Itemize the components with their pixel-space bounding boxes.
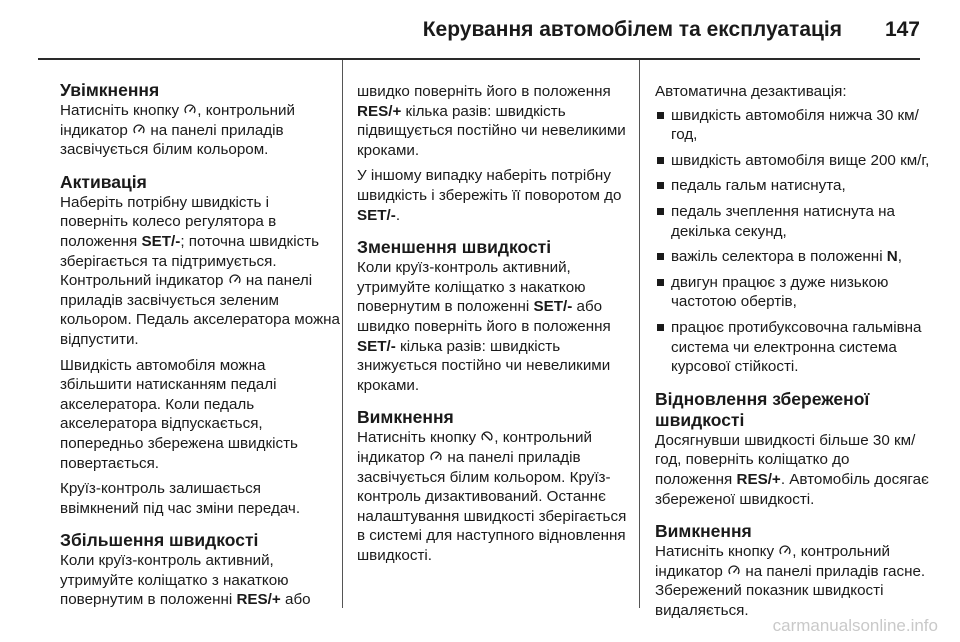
paragraph: Натисніть кнопку , контрольний індикатор на панелі приладів гасне. Збережений показник швидкості видаляється. xyxy=(655,543,926,619)
section-title: Вимкнення xyxy=(655,521,752,542)
page-number: 147 xyxy=(884,18,920,41)
paragraph: Швидкість автомобіля можна збільшити натисканням педалі акселератора. Коли педаль акселератора відпускається, попередньо збережена швидкість повертається. xyxy=(60,356,298,472)
column-2 xyxy=(357,60,637,608)
paragraph: швидко поверніть його в положення RES/+ кілька разів: швидкість підвищується постійно чи невеликими кроками. xyxy=(357,83,626,159)
paragraph: Коли круїз-контроль активний, утримуйте коліщатко з накаткою повернутим в положенні RES/+ або xyxy=(60,552,311,609)
page-header xyxy=(0,0,960,58)
bullet xyxy=(657,208,664,215)
continued-text xyxy=(357,82,637,225)
auto-deactivation xyxy=(655,82,930,377)
column-divider xyxy=(639,60,640,608)
paragraph: Коли круїз-контроль активний, утримуйте коліщатко з накаткою повернутим в положенні SET/- або швидко поверніть його в положення SET/- кілька разів: швидкість знижується постійно чи невеликими кроками. xyxy=(357,259,611,394)
cruise-control-icon xyxy=(184,104,196,116)
section-increase-speed xyxy=(60,530,340,610)
deactivation-list xyxy=(655,106,930,377)
column-divider xyxy=(342,60,343,608)
bullet xyxy=(657,253,664,260)
section-title: Вимкнення xyxy=(357,407,454,428)
list-item: швидкість автомобіля вище 200 км/г, xyxy=(655,151,930,171)
cruise-control-icon xyxy=(229,274,241,286)
paragraph: У іншому випадку наберіть потрібну швидкість і збережіть її поворотом до SET/-. xyxy=(357,167,622,224)
section-title: Зменшення швидкості xyxy=(357,237,552,258)
bullet xyxy=(657,157,664,164)
paragraph: Автоматична дезактивація: xyxy=(655,83,847,100)
paragraph: Натисніть кнопку , контрольний індикатор на панелі приладів засвічується білим кольором. xyxy=(60,102,296,159)
cruise-control-icon xyxy=(133,124,145,136)
cruise-control-icon xyxy=(779,545,791,557)
section-resume-speed xyxy=(655,389,930,509)
list-item: важіль селектора в положенні N, xyxy=(655,247,930,267)
bullet xyxy=(657,182,664,189)
bullet xyxy=(657,279,664,286)
section-title: Збільшення швидкості xyxy=(60,530,259,551)
paragraph: Наберіть потрібну швидкість і поверніть колесо регулятора в положення SET/-; поточна швидкість зберігається та підтримується. Контрольний індикатор на панелі приладів засвічується зеленим кольором. Педаль акселератора можна відпустити. xyxy=(60,193,340,348)
section-title: Активація xyxy=(60,171,147,192)
column-3 xyxy=(655,60,930,619)
column-1 xyxy=(60,60,340,608)
cruise-cancel-icon xyxy=(481,431,493,443)
paragraph: Натисніть кнопку , контрольний індикатор на панелі приладів засвічується білим кольором. Круїз-контроль дизактивований. Останнє налаштування швидкості зберігається в системі для наступного відновлення швидкості. xyxy=(357,429,627,564)
watermark-text: carmanualsonline.info xyxy=(772,616,938,635)
page-header-title: Керування автомобілем та експлуатація xyxy=(422,18,842,41)
paragraph: Круїз-контроль залишається ввімкнений під час зміни передач. xyxy=(60,480,301,517)
bullet xyxy=(657,324,664,331)
list-item: швидкість автомобіля нижча 30 км/год, xyxy=(655,106,930,145)
section-title: Відновлення збереженої швидкості xyxy=(655,388,870,430)
list-item: працює протибуксовочна гальмівна система чи електронна система курсової стійкості. xyxy=(655,318,930,377)
section-title: Увімкнення xyxy=(60,80,160,100)
section-switch-off xyxy=(357,407,637,565)
paragraph: Досягнувши швидкості більше 30 км/год, поверніть коліщатко до положення RES/+. Автомобіль досягає збереженої швидкості. xyxy=(655,431,929,508)
list-item: педаль гальм натиснута, xyxy=(655,176,930,196)
list-item: двигун працює з дуже низькою частотою обертів, xyxy=(655,273,930,312)
bullet xyxy=(657,112,664,119)
cruise-control-icon xyxy=(430,451,442,463)
section-decrease-speed xyxy=(357,237,637,395)
section-activation xyxy=(60,172,340,519)
cruise-control-icon xyxy=(728,565,740,577)
section-switch-off-2 xyxy=(655,521,930,620)
list-item: педаль зчеплення натиснута на декілька секунд, xyxy=(655,202,930,241)
section-switch-on xyxy=(60,80,340,160)
